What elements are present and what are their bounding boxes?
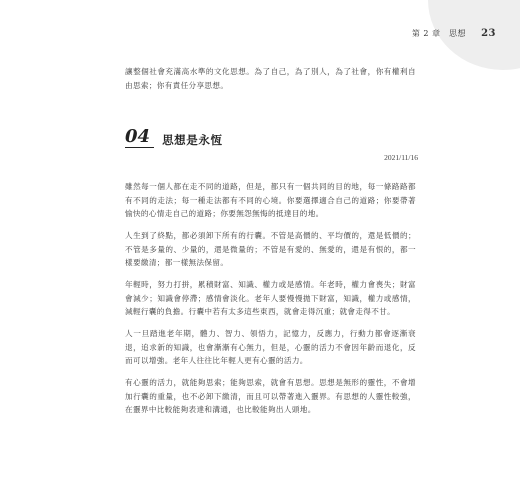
section-title: 思想是永恆 bbox=[162, 133, 223, 147]
intro-text bbox=[125, 65, 416, 101]
section-heading bbox=[125, 128, 223, 148]
running-header bbox=[412, 28, 496, 39]
chapter-label: 第 2 章 思想 bbox=[411, 29, 467, 38]
intro-paragraph: 讓整個社會充滿高水準的文化思想。為了自己，為了別人，為了社會，你有權利自由思索；你有責任分享思想。 bbox=[125, 67, 416, 90]
body-paragraph: 人生到了終點，都必須卸下所有的行囊。不管是高價的、平均價的，還是低價的；不管是多量的、少量的，還是微量的；不管是有愛的、無愛的，還是有恨的，都一樣要繳清；都一樣無法保留。 bbox=[125, 231, 416, 267]
body-paragraph: 人一旦踏進老年期，體力、智力、領悟力，記憶力，反應力，行動力都會逐漸衰退，追求新的知識，也會漸漸有心無力，但是，心靈的活力不會因年齡而退化，反而可以增強。老年人往往比年輕人更有心靈的活力。 bbox=[125, 329, 416, 365]
body-paragraph: 年輕時，努力打拼，累積財富、知識、權力或是感情。年老時，權力會喪失；財富會減少；知識會停滯；感情會淡化。老年人要慢慢拋下財富，知識，權力或感情，減輕行囊的負擔。行囊中若有太多這些東西，就會走得沉重；就會走得不甘。 bbox=[125, 280, 416, 316]
body-paragraph: 雖然每一個人都在走不同的道路，但是，都只有一個共同的目的地，每一條路路都有不同的走法；每一種走法都有不同的心境。你要選擇適合自己的道路；你要帶著愉快的心情走自己的道路；你要無怨無悔的抵達目的地。 bbox=[125, 182, 416, 218]
page-number: 23 bbox=[481, 28, 496, 39]
body-text bbox=[125, 180, 416, 425]
body-paragraph: 有心靈的活力，就能夠思索；能夠思索，就會有思想。思想是無形的靈性，不會增加行囊的重量，也不必卸下繳清，而且可以帶著進入靈界。有思想的人靈性較強，在靈界中比較能夠表達和溝通，也比較能夠出人頭地。 bbox=[125, 378, 416, 414]
section-date: 2021/11/16 bbox=[384, 153, 418, 162]
section-number: 04 bbox=[125, 128, 154, 148]
